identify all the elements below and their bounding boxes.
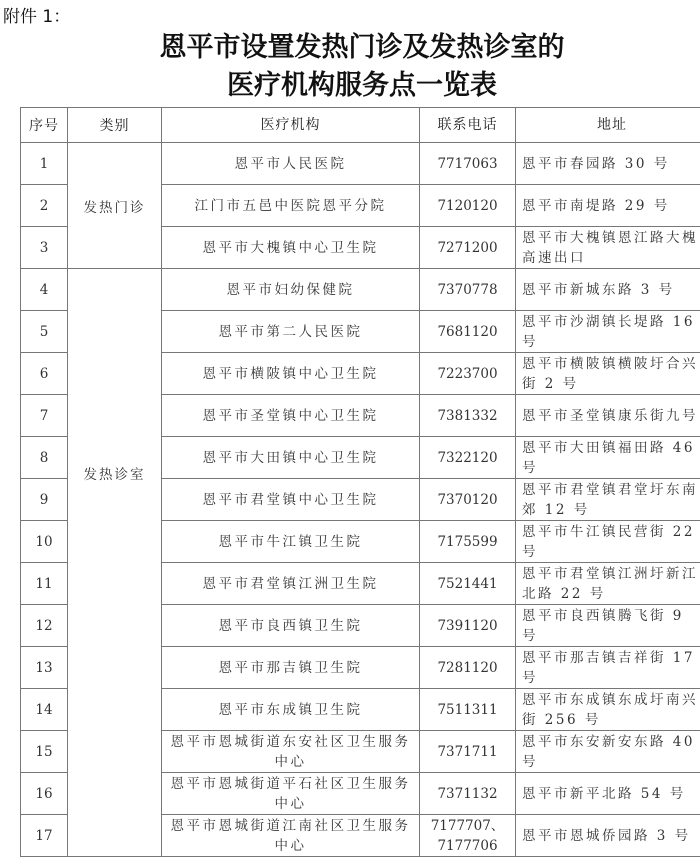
row-phone: 7371711	[420, 731, 516, 773]
row-address: 恩平市那吉镇吉祥街 17 号	[516, 647, 700, 689]
header-no: 序号	[21, 108, 68, 143]
row-institution: 恩平市恩城街道平石社区卫生服务中心	[162, 773, 420, 815]
row-phone: 7223700	[420, 353, 516, 395]
row-phone: 7381332	[420, 395, 516, 437]
row-phone: 7175599	[420, 521, 516, 563]
row-institution: 恩平市君堂镇江洲卫生院	[162, 563, 420, 605]
row-address: 恩平市东安新安东路 40 号	[516, 731, 700, 773]
category-fever-room: 发热诊室	[68, 269, 162, 857]
row-phone: 7370120	[420, 479, 516, 521]
row-address: 恩平市春园路 30 号	[516, 143, 700, 185]
row-no: 11	[21, 563, 68, 605]
row-institution: 恩平市第二人民医院	[162, 311, 420, 353]
row-address: 恩平市横陂镇横陂圩合兴街 2 号	[516, 353, 700, 395]
row-no: 16	[21, 773, 68, 815]
row-no: 4	[21, 269, 68, 311]
row-phone: 7120120	[420, 185, 516, 227]
row-address: 恩平市新城东路 3 号	[516, 269, 700, 311]
header-address: 地址	[516, 108, 700, 143]
row-phone: 7681120	[420, 311, 516, 353]
row-institution: 恩平市妇幼保健院	[162, 269, 420, 311]
row-institution: 恩平市大槐镇中心卫生院	[162, 227, 420, 269]
table-header-row	[21, 108, 700, 143]
row-no: 7	[21, 395, 68, 437]
row-institution: 恩平市牛江镇卫生院	[162, 521, 420, 563]
row-address: 恩平市新平北路 54 号	[516, 773, 700, 815]
row-address: 恩平市大田镇福田路 46 号	[516, 437, 700, 479]
row-no: 9	[21, 479, 68, 521]
row-no: 2	[21, 185, 68, 227]
row-no: 12	[21, 605, 68, 647]
row-address: 恩平市君堂镇君堂圩东南郊 12 号	[516, 479, 700, 521]
row-institution: 恩平市圣堂镇中心卫生院	[162, 395, 420, 437]
row-institution: 恩平市君堂镇中心卫生院	[162, 479, 420, 521]
header-institution: 医疗机构	[162, 108, 420, 143]
row-phone: 7281120	[420, 647, 516, 689]
row-no: 6	[21, 353, 68, 395]
row-address: 恩平市大槐镇恩江路大槐高速出口	[516, 227, 700, 269]
row-phone: 7271200	[420, 227, 516, 269]
row-institution: 恩平市那吉镇卫生院	[162, 647, 420, 689]
row-no: 17	[21, 815, 68, 857]
row-phone: 7717063	[420, 143, 516, 185]
category-fever-clinic: 发热门诊	[68, 143, 162, 269]
row-no: 13	[21, 647, 68, 689]
row-no: 15	[21, 731, 68, 773]
row-institution: 恩平市横陂镇中心卫生院	[162, 353, 420, 395]
row-phone: 7370778	[420, 269, 516, 311]
row-no: 10	[21, 521, 68, 563]
row-institution: 恩平市恩城街道东安社区卫生服务中心	[162, 731, 420, 773]
row-institution: 恩平市人民医院	[162, 143, 420, 185]
row-address: 恩平市南堤路 29 号	[516, 185, 700, 227]
row-no: 3	[21, 227, 68, 269]
row-phone: 7391120	[420, 605, 516, 647]
row-no: 14	[21, 689, 68, 731]
row-address: 恩平市良西镇腾飞街 9 号	[516, 605, 700, 647]
table-row	[21, 269, 700, 311]
row-address: 恩平市恩城侨园路 3 号	[516, 815, 700, 857]
attachment-label: 附件 1：	[3, 2, 70, 27]
row-phone: 7322120	[420, 437, 516, 479]
row-institution: 恩平市大田镇中心卫生院	[162, 437, 420, 479]
row-address: 恩平市牛江镇民营街 22 号	[516, 521, 700, 563]
document-title-line2: 医疗机构服务点一览表	[12, 68, 700, 104]
row-phone: 7177707、7177706	[420, 815, 516, 857]
row-no: 1	[21, 143, 68, 185]
row-institution: 江门市五邑中医院恩平分院	[162, 185, 420, 227]
row-no: 5	[21, 311, 68, 353]
row-no: 8	[21, 437, 68, 479]
row-address: 恩平市东成镇东成圩南兴街 256 号	[516, 689, 700, 731]
row-institution: 恩平市良西镇卫生院	[162, 605, 420, 647]
row-phone: 7371132	[420, 773, 516, 815]
row-institution: 恩平市恩城街道江南社区卫生服务中心	[162, 815, 420, 857]
header-category: 类别	[68, 108, 162, 143]
row-address: 恩平市沙湖镇长堤路 16 号	[516, 311, 700, 353]
header-phone: 联系电话	[420, 108, 516, 143]
row-institution: 恩平市东成镇卫生院	[162, 689, 420, 731]
row-phone: 7511311	[420, 689, 516, 731]
row-phone: 7521441	[420, 563, 516, 605]
row-address: 恩平市君堂镇江洲圩新江北路 22 号	[516, 563, 700, 605]
clinic-directory-table	[20, 107, 700, 857]
table-row	[21, 143, 700, 185]
row-address: 恩平市圣堂镇康乐街九号	[516, 395, 700, 437]
document-title-line1: 恩平市设置发热门诊及发热诊室的	[12, 30, 700, 66]
